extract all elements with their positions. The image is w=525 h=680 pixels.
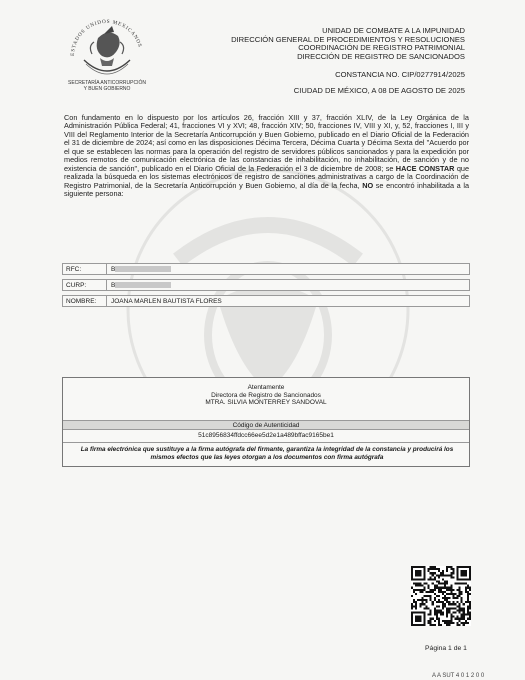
- e-signature-disclaimer: La firma electrónica que sustituye a la firma autógrafa del firmante, garantiza la integridad de la constancia y producirá los mismos efectos que las leyes otorgan a los documentos con firma autógrafa: [80, 446, 454, 461]
- curp-redaction: [115, 282, 171, 288]
- no-bold: NO: [362, 180, 374, 190]
- qr-code: [411, 566, 471, 626]
- emblem-caption-line2: Y BUEN GOBIERNO: [83, 86, 131, 92]
- closing-text: Atentamente: [247, 384, 285, 391]
- legal-statement: [64, 114, 469, 199]
- emblem-ring-text: ESTADOS UNIDOS MEXICANOS: [69, 18, 143, 57]
- curp-value: [107, 279, 470, 291]
- rfc-value: [107, 263, 470, 275]
- name-label: NOMBRE:: [62, 295, 107, 307]
- rfc-visible-char: B: [111, 266, 116, 273]
- place-date: CIUDAD DE MÉXICO, A 08 DE AGOSTO DE 2025: [293, 86, 465, 95]
- header-line1: UNIDAD DE COMBATE A LA IMPUNIDAD: [322, 26, 465, 35]
- legal-text-part2: que realizada la búsqueda en los sistemas electrónicos de registro de sanciones administrativas a cargo de la Coordinación de Registro Patrimonial, de la Secretaría Anticorrupción y Buen Gobierno, al día de la fecha,: [64, 163, 469, 190]
- header-line2: DIRECCIÓN GENERAL DE PROCEDIMIENTOS Y RESOLUCIONES: [231, 34, 465, 44]
- divider: [63, 442, 469, 443]
- constancia-number: CONSTANCIA NO. CIP/0277914/2025: [335, 70, 465, 79]
- name-row: [62, 295, 470, 307]
- office-header: [231, 27, 465, 61]
- header-line3: COORDINACIÓN DE REGISTRO PATRIMONIAL: [298, 43, 465, 53]
- authenticity-code-value: 51c8956834ffdcc66ee5d2e1a489bffac9165be1: [198, 432, 334, 439]
- emblem-caption-line1: SECRETARÍA ANTICORRUPCIÓN: [68, 80, 146, 86]
- legal-text-part3: se encontró inhabilitada a la siguiente persona:: [64, 180, 469, 199]
- cut-off-footer-text: A A SUT 4 0 1 2 0 0: [432, 673, 485, 679]
- rfc-row: [62, 263, 470, 275]
- curp-visible-char: B: [111, 282, 116, 289]
- rfc-label: RFC:: [62, 263, 107, 275]
- page-number: Página 1 de 1: [425, 645, 467, 652]
- emblem-caption: [57, 80, 157, 92]
- name-value: JOANA MARLEN BAUTISTA FLORES: [107, 295, 470, 307]
- signatory-name: MTRA. SILVIA MONTERREY SANDOVAL: [205, 399, 327, 406]
- header-line4: DIRECCIÓN DE REGISTRO DE SANCIONADOS: [297, 51, 465, 61]
- authenticity-code-header: Código de Autenticidad: [63, 420, 469, 430]
- mexico-coat-of-arms-emblem: [62, 8, 152, 88]
- rfc-redaction: [115, 266, 171, 272]
- signatory: [63, 384, 469, 407]
- hace-constar-bold: HACE CONSTAR: [395, 163, 455, 173]
- signature-block: [62, 377, 470, 467]
- curp-label: CURP:: [62, 279, 107, 291]
- signatory-role: Directora de Registro de Sancionados: [211, 391, 321, 399]
- legal-text-part1: Con fundamento en lo dispuesto por los artículos 26, fracción XIII y 37, fracción XLIV, de la Ley Orgánica de la Administración Pública Federal; 41, fracciones VI y XVI; 48, fracción XIV; 50, fracciones IV, VIII y XI, y, 52, fracciones I, III y VIII del Reglamento Interior de la Secretaría Anticorrupción y Buen Gobierno, publicado en el Diario Oficial de la Federación el 31 de diciembre de 2024; así como en las disposiciones Décima Tercera, Décima Cuarta y Décima Sexta del "Acuerdo por el que se establecen las normas para la operación del registro de servidores públicos sancionados y para la expedición por medios remotos de comunicación electrónica de las constancias de inhabilitación, no inhabilitación, de sanción y de no existencia de sanción", publicado en el Diario Oficial de la Federación el 3 de diciembre de 2008; se: [64, 113, 469, 173]
- curp-row: [62, 279, 470, 291]
- person-data-table: [62, 263, 470, 311]
